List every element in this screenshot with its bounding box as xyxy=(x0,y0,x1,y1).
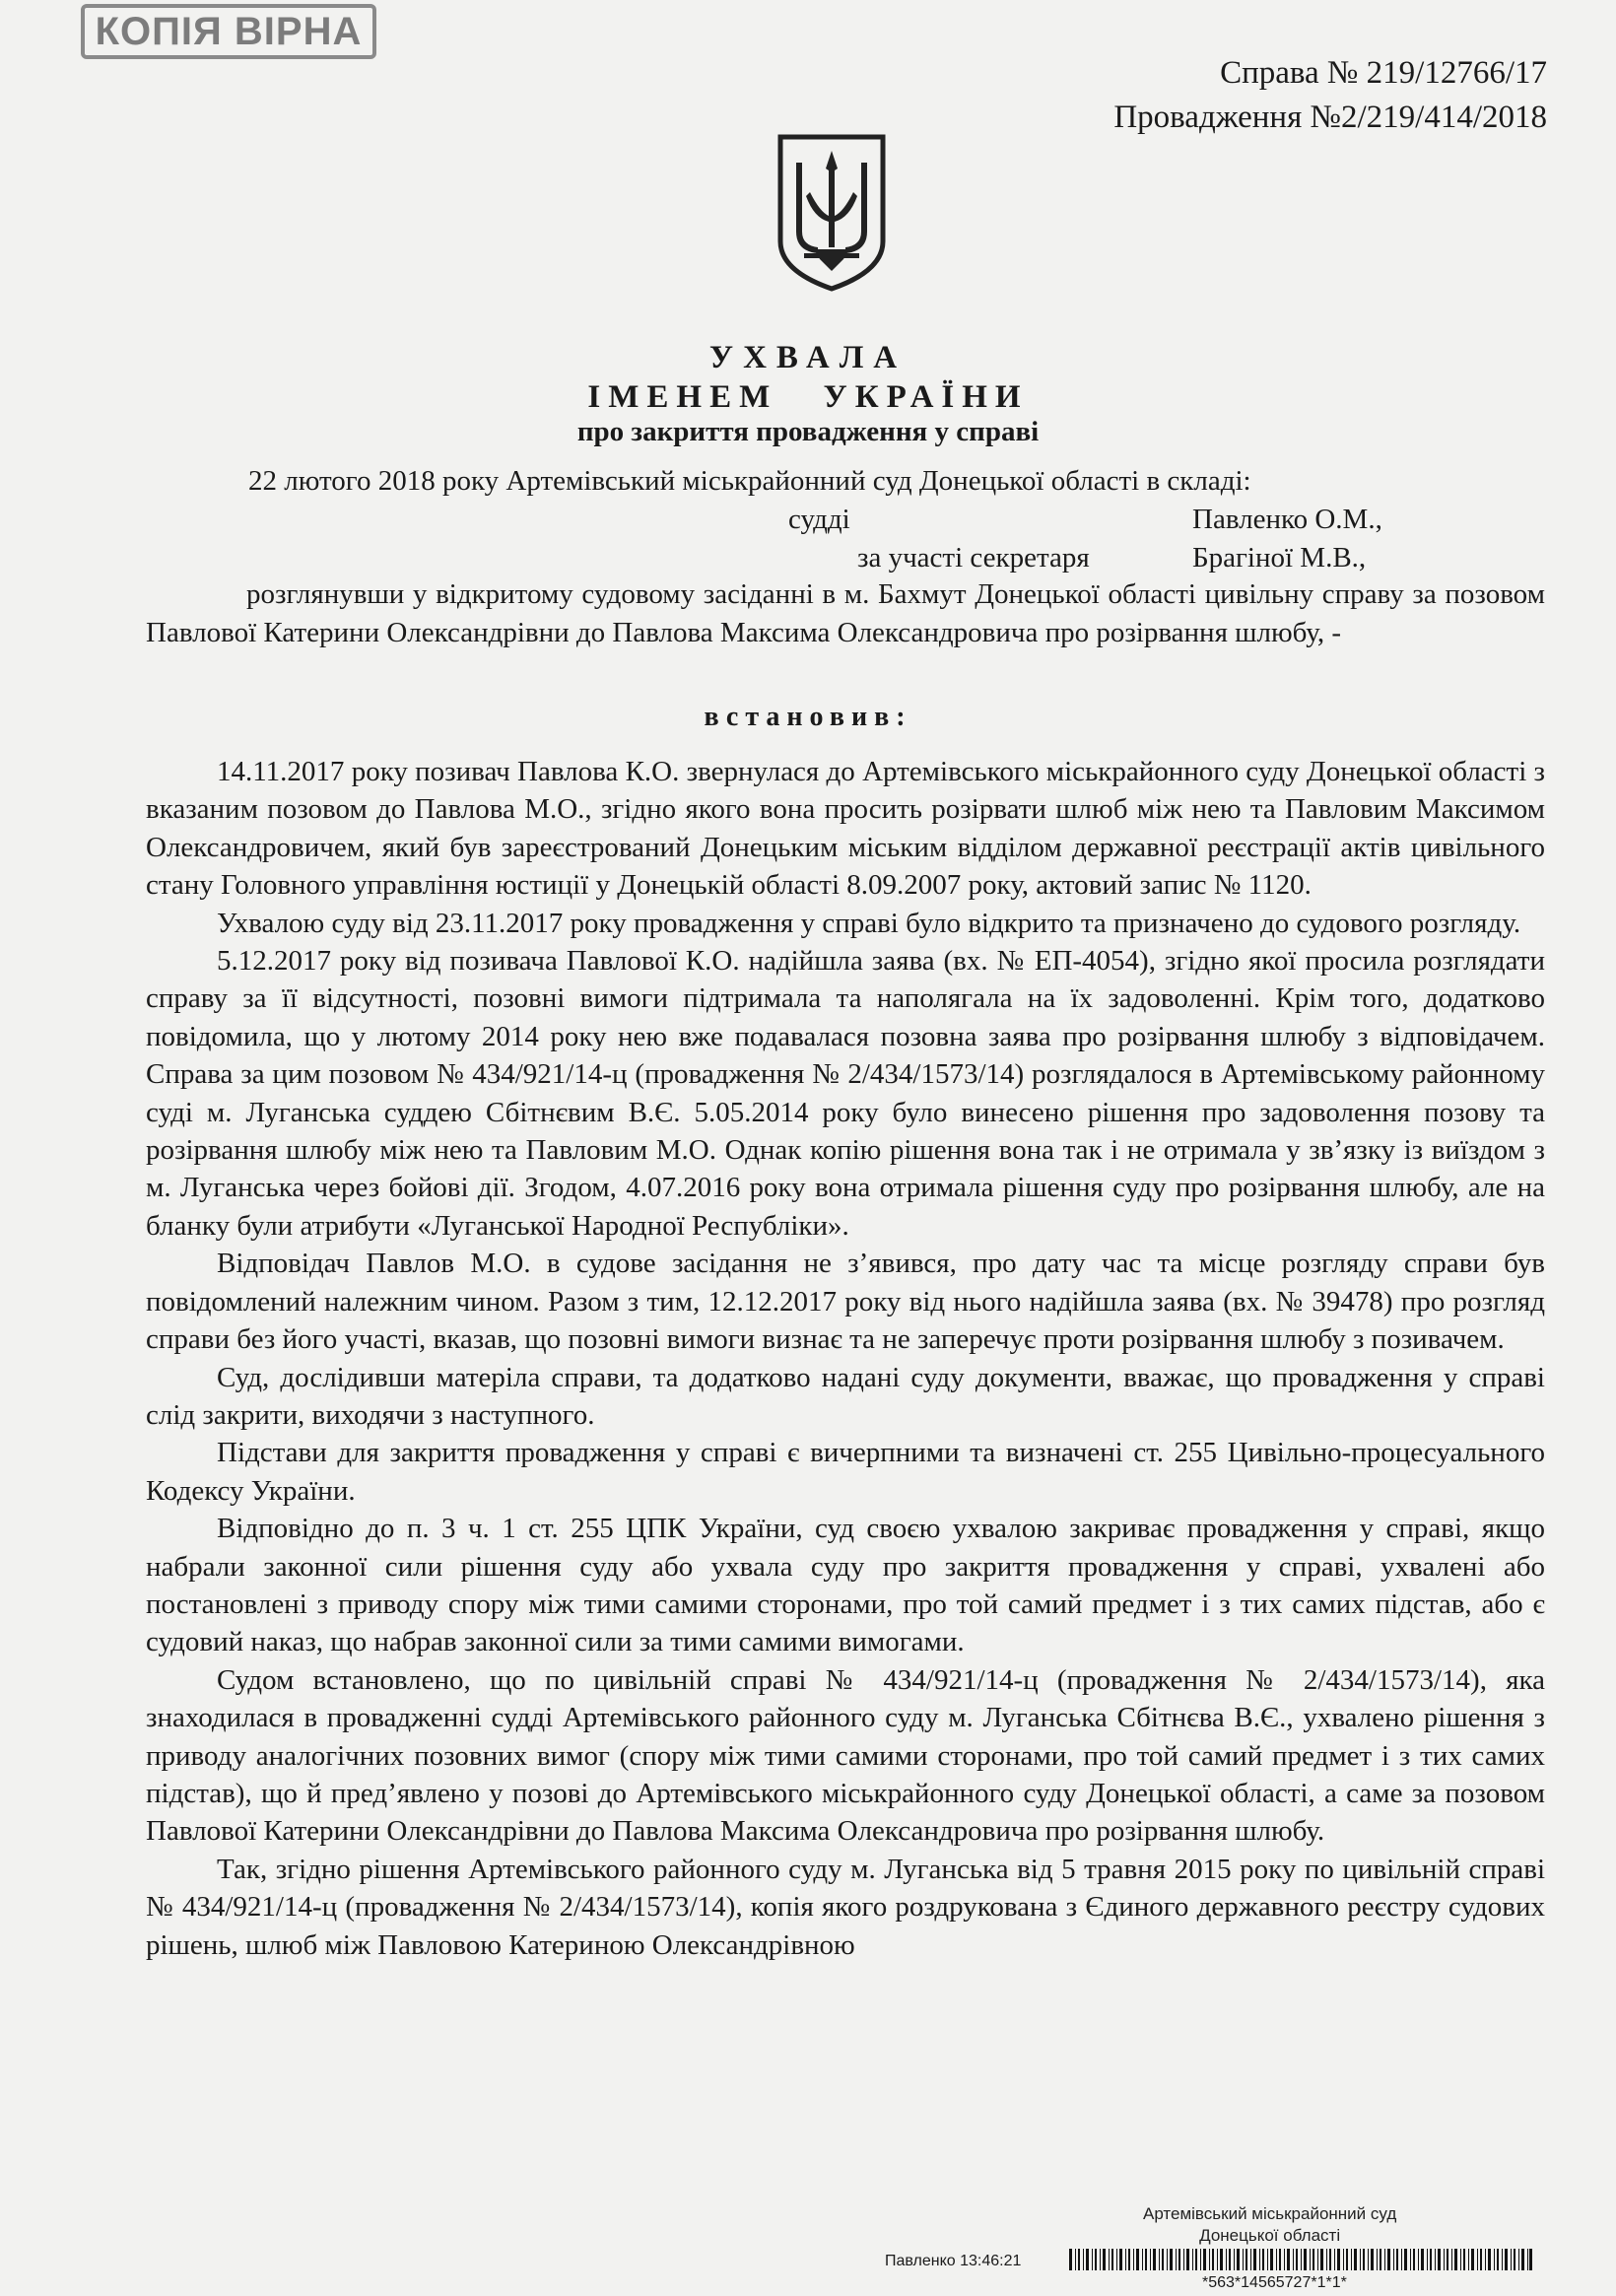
judge-label: судді xyxy=(788,504,850,535)
paragraph: 14.11.2017 року позивач Павлова К.О. звернулася до Артемівського міськрайонного суду Донецької області з вказаним позовом до Павлова М.О., згідно якого вона просить розірвати шлюб між нею та Павловим Максимом Олександровичем, який був зареєстрований Донецьким міським відділом державної реєстрації актів цивільного стану Головного управління юстиції у Донецькій області 8.09.2007 року, актовий запис № 1120. xyxy=(146,756,1545,902)
established-heading: встановив: xyxy=(704,702,912,732)
secretary-label: за участі секретаря xyxy=(857,542,1090,574)
trident-coat-of-arms-icon xyxy=(774,133,889,293)
document-type-title: УХВАЛА xyxy=(708,340,908,375)
document-subject: про закриття провадження у справі xyxy=(576,416,1040,447)
court-intro: 22 лютого 2018 року Артемівський міськрайонний суд Донецької області в складі: xyxy=(248,465,1251,497)
paragraph: Відповідно до п. 3 ч. 1 ст. 255 ЦПК України, суд своєю ухвалою закриває провадження у справі, якщо набрали законної сили рішення суду або ухвала суду про закриття провадження у справі, ухвалені або постановлені з приводу спору між тими самими сторонами, про той самий предмет і з тих самих підстав, або є судовий наказ, що набрав законної сили за тими самими вимогами. xyxy=(146,1513,1545,1658)
paragraph: Так, згідно рішення Артемівського районного суду м. Луганська від 5 травня 2015 року по цивільній справі № 434/921/14-ц (провадження № 2/434/1573/14), копія якого роздрукована з Єдиного державного реєстру судових рішень, шлюб між Павловою Катериною Олександрівною xyxy=(146,1853,1545,1961)
barcode xyxy=(1069,2249,1532,2270)
document-body xyxy=(146,753,1545,1964)
barcode-number: *563*14565727*1*1* xyxy=(1202,2274,1347,2291)
paragraph: Суд, дослідивши матеріла справи, та додатково надані суду документи, вважає, що провадження у справі слід закрити, виходячи з наступного. xyxy=(146,1361,1545,1431)
court-stamp xyxy=(1143,2203,1396,2247)
case-considered-paragraph: розглянувши у відкритому судовому засіданні в м. Бахмут Донецької області цивільну справу за позовом Павлової Катерини Олександрівни до Павлова Максима Олександровича про розірвання шлюбу, - xyxy=(146,578,1545,648)
paragraph: Судом встановлено, що по цивільній справі № 434/921/14-ц (провадження № 2/434/1573/14), яка знаходилася в провадженні судді Артемівського районного суду м. Луганська Сбітнєва В.Є., ухвалено рішення з приводу аналогічних позовних вимог (спору між тими самими сторонами, про той самий предмет і з тих самих підстав), що й пред’явлено у позові до Артемівського міськрайонного суду Донецької області, а саме за позовом Павлової Катерини Олександрівни до Павлова Максима Олександровича про розірвання шлюбу. xyxy=(146,1663,1545,1848)
secretary-name: Брагіної М.В., xyxy=(1192,542,1367,574)
paragraph: 5.12.2017 року від позивача Павлової К.О. надійшла заява (вх. № ЕП-4054), згідно якої просила розглядати справу за її відсутності, позовні вимоги підтримала та наполягала на їх задоволенні. Крім того, додатково повідомила, що у лютому 2014 року нею вже подавалася позовна заява про розірвання шлюбу з відповідачем. Справа за цим позовом № 434/921/14-ц (провадження № 2/434/1573/14) розглядалося в Артемівському районному суді м. Луганська суддею Сбітнєвим В.Є. 5.05.2014 року було винесено рішення про задоволення позову та розірвання шлюбу між нею та Павловим М.О. Однак копію рішення вона так і не отримала у зв’язку із виїздом з м. Луганська через бойові дії. Згодом, 4.07.2016 року вона отримала рішення суду про розірвання шлюбу, але на бланку були атрибути «Луганської Народної Республіки». xyxy=(146,945,1545,1242)
paragraph: Ухвалою суду від 23.11.2017 року провадження у справі було відкрито та призначено до судового розгляду. xyxy=(217,907,1521,939)
case-identifiers xyxy=(1113,51,1547,140)
paragraph: Підстави для закриття провадження у справі є вичерпними та визначені ст. 255 Цивільно-процесуального Кодексу України. xyxy=(146,1437,1545,1507)
court-stamp-line: Донецької області xyxy=(1199,2226,1341,2245)
signer-time: Павленко 13:46:21 xyxy=(885,2253,1022,2269)
court-stamp-line: Артемівський міськрайонний суд xyxy=(1143,2204,1397,2223)
paragraph: Відповідач Павлов М.О. в судове засідання не з’явився, про дату час та місце розгляду справи був повідомлений належним чином. Разом з тим, 12.12.2017 року від нього надійшла заява (вх. № 39478) про розгляд справи без його участі, вказав, що позовні вимоги визнає та не заперечує проти розірвання шлюбу з позивачем. xyxy=(146,1248,1545,1356)
in-the-name-of-ukraine: ІМЕНЕМ УКРАЇНИ xyxy=(587,379,1029,415)
judge-name: Павленко О.М., xyxy=(1192,504,1382,535)
proceeding-number: Провадження №2/219/414/2018 xyxy=(1113,100,1547,135)
case-number: Справа № 219/12766/17 xyxy=(1220,55,1547,91)
footer-barcode-block xyxy=(877,2203,1586,2294)
certified-copy-stamp: КОПІЯ ВІРНА xyxy=(81,4,376,59)
